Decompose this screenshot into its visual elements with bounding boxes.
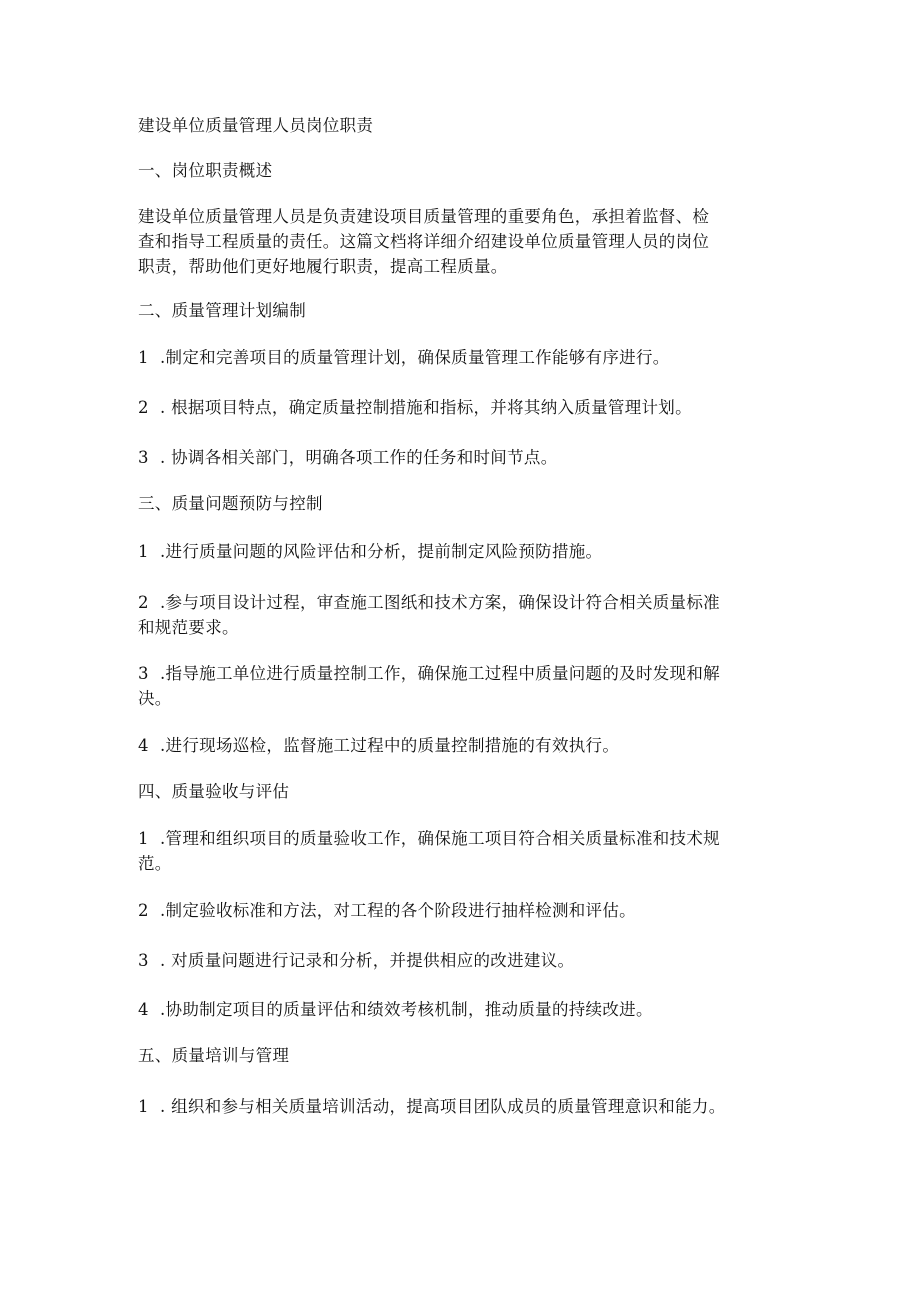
list-item bbox=[138, 948, 798, 973]
list-item-text: .进行现场巡检，监督施工过程中的质量控制措施的有效执行。 bbox=[160, 736, 620, 755]
paragraph-line: 职责，帮助他们更好地履行职责，提高工程质量。 bbox=[138, 257, 508, 276]
section-heading-2: 二、质量管理计划编制 bbox=[138, 301, 306, 320]
section-heading-1: 一、岗位职责概述 bbox=[138, 161, 273, 180]
section-heading-3: 三、质量问题预防与控制 bbox=[138, 494, 323, 513]
list-item-text: . 协调各相关部门，明确各项工作的任务和时间节点。 bbox=[160, 448, 558, 467]
list-item bbox=[138, 1094, 798, 1119]
list-item-number: 2 bbox=[138, 593, 149, 612]
list-item-number: 1 bbox=[138, 542, 149, 561]
list-item-number: 1 bbox=[138, 829, 149, 848]
list-item-number: 1 bbox=[138, 1097, 149, 1116]
list-item bbox=[138, 997, 798, 1022]
document-title: 建设单位质量管理人员岗位职责 bbox=[138, 116, 374, 135]
list-item-text: . 组织和参与相关质量培训活动，提高项目团队成员的质量管理意识和能力。 bbox=[160, 1097, 726, 1116]
list-item-text: .指导施工单位进行质量控制工作，确保施工过程中质量问题的及时发现和解 bbox=[160, 664, 720, 683]
list-item-text: .制定验收标准和方法，对工程的各个阶段进行抽样检测和评估。 bbox=[160, 901, 636, 920]
paragraph-line: 查和指导工程质量的责任。这篇文档将详细介绍建设单位质量管理人员的岗位 bbox=[138, 232, 710, 251]
list-item-text: . 对质量问题进行记录和分析，并提供相应的改进建议。 bbox=[160, 951, 575, 970]
list-item bbox=[138, 733, 798, 758]
list-item-continuation: 范。 bbox=[138, 854, 172, 873]
list-item-text: .协助制定项目的质量评估和绩效考核机制，推动质量的持续改进。 bbox=[160, 1000, 653, 1019]
list-item bbox=[138, 661, 798, 686]
list-item-number: 2 bbox=[138, 901, 149, 920]
list-item bbox=[138, 898, 798, 923]
list-item bbox=[138, 590, 798, 615]
list-item bbox=[138, 395, 798, 420]
list-item bbox=[138, 345, 798, 370]
list-item-continuation: 和规范要求。 bbox=[138, 618, 239, 637]
section-heading-5: 五、质量培训与管理 bbox=[138, 1046, 290, 1065]
list-item bbox=[138, 445, 798, 470]
paragraph-line: 建设单位质量管理人员是负责建设项目质量管理的重要角色，承担着监督、检 bbox=[138, 207, 710, 226]
list-item-number: 2 bbox=[138, 398, 149, 417]
list-item-continuation: 决。 bbox=[138, 689, 172, 708]
list-item-text: .进行质量问题的风险评估和分析，提前制定风险预防措施。 bbox=[160, 542, 603, 561]
list-item bbox=[138, 539, 798, 564]
list-item-text: .参与项目设计过程，审查施工图纸和技术方案，确保设计符合相关质量标准 bbox=[160, 593, 720, 612]
list-item-text: .制定和完善项目的质量管理计划，确保质量管理工作能够有序进行。 bbox=[160, 348, 670, 367]
section-heading-4: 四、质量验收与评估 bbox=[138, 782, 290, 801]
list-item-number: 4 bbox=[138, 736, 149, 755]
list-item-text: .管理和组织项目的质量验收工作，确保施工项目符合相关质量标准和技术规 bbox=[160, 829, 720, 848]
list-item-number: 4 bbox=[138, 1000, 149, 1019]
list-item-text: . 根据项目特点，确定质量控制措施和指标，并将其纳入质量管理计划。 bbox=[160, 398, 692, 417]
list-item-number: 3 bbox=[138, 664, 149, 683]
list-item-number: 1 bbox=[138, 348, 149, 367]
list-item bbox=[138, 826, 798, 851]
list-item-number: 3 bbox=[138, 951, 149, 970]
list-item-number: 3 bbox=[138, 448, 149, 467]
